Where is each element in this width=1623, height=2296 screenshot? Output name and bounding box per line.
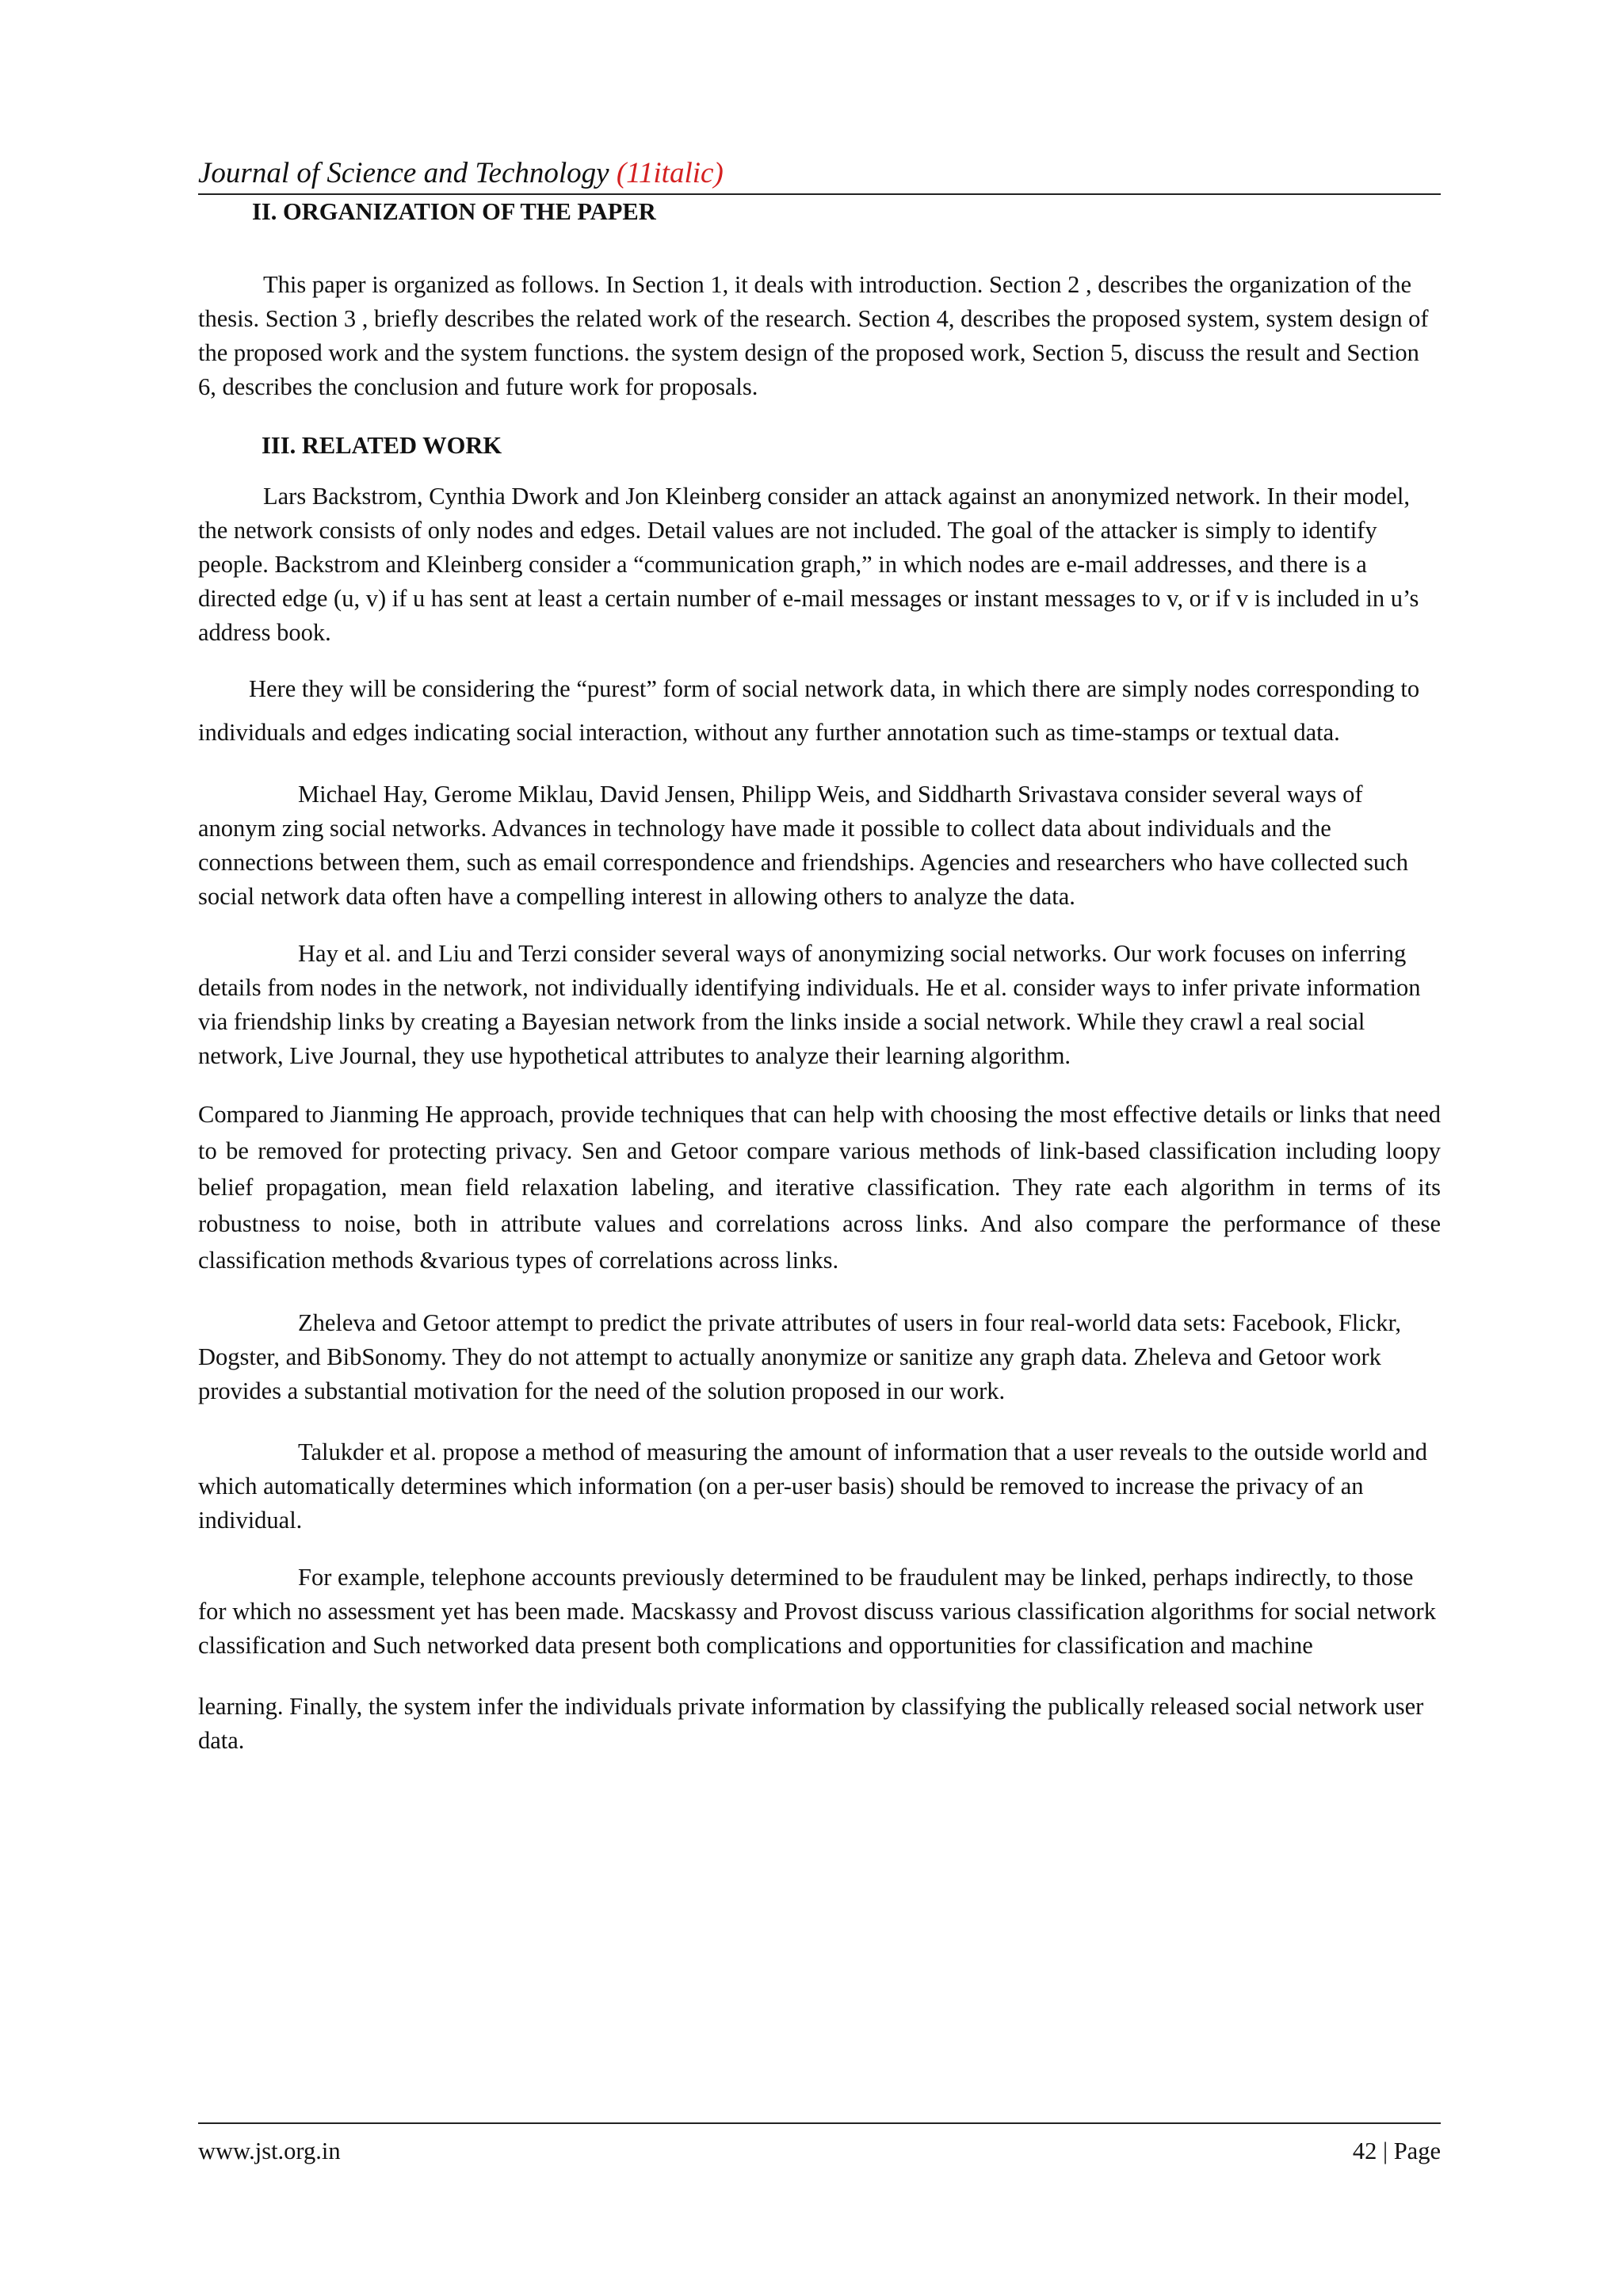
- running-header: [198, 155, 1441, 195]
- section-heading-related-work: III. RELATED WORK: [262, 432, 502, 459]
- paragraph-related-work-1: Lars Backstrom, Cynthia Dwork and Jon Kleinberg consider an attack against an anonymized network. In their model, the network consists of only nodes and edges. Detail values are not included. The goal of the attacker is simply to identify people. Backstrom and Kleinberg consider a “communication graph,” in which nodes are e-mail addresses, and there is a directed edge (u, v) if u has sent at least a certain number of e-mail messages or instant messages to v, or if v is included in u’s address book.: [198, 483, 1419, 646]
- page-number: 42 | Page: [1352, 2137, 1441, 2164]
- font-size-note: (11italic): [616, 157, 724, 189]
- page-body: [198, 195, 1441, 1758]
- paragraph-related-work-3: Michael Hay, Gerome Miklau, David Jensen, Philipp Weis, and Siddharth Srivastava consider several ways of anonym zing social networks. Advances in technology have made it possible to collect data about individuals and the connections between them, such as email correspondence and friendships. Agencies and researchers who have collected such social network data often have a compelling interest in allowing others to analyze the data.: [198, 781, 1408, 910]
- paragraph-related-work-2: Here they will be considering the “purest” form of social network data, in which there are simply nodes corresponding to individuals and edges indicating social interaction, without any further annotation such as time-stamps or textual data.: [198, 675, 1420, 746]
- journal-title: Journal of Science and Technology: [198, 157, 617, 189]
- paragraph-related-work-8: For example, telephone accounts previously determined to be fraudulent may be linked, perhaps indirectly, to those for which no assessment yet has been made. Macskassy and Provost discuss various classification algorithms for social network classification and Such networked data present both complications and opportunities for classification and machine: [198, 1564, 1436, 1659]
- paragraph-related-work-7: Talukder et al. propose a method of measuring the amount of information that a user reveals to the outside world and which automatically determines which information (on a per-user basis) should be removed to increase the privacy of an individual.: [198, 1438, 1428, 1534]
- paragraph-organization: This paper is organized as follows. In Section 1, it deals with introduction. Section 2 , describes the organization of the thesis. Section 3 , briefly describes the related work of the research. Section 4, describes the proposed system, system design of the proposed work and the system functions. the system design of the proposed work, Section 5, discuss the result and Section 6, describes the conclusion and future work for proposals.: [198, 271, 1429, 400]
- section-heading-organization: II. ORGANIZATION OF THE PAPER: [252, 198, 656, 225]
- paragraph-related-work-4: Hay et al. and Liu and Terzi consider several ways of anonymizing social networks. Our work focuses on inferring details from nodes in the network, not individually identifying individuals. He et al. consider ways to infer private information via friendship links by creating a Bayesian network from the links inside a social network. While they crawl a real social network, Live Journal, they use hypothetical attributes to analyze their learning algorithm.: [198, 940, 1421, 1069]
- paragraph-related-work-9: learning. Finally, the system infer the individuals private information by classifying the publically released social network user data.: [198, 1693, 1424, 1754]
- page-footer: [198, 2122, 1441, 2167]
- paragraph-related-work-5: Compared to Jianming He approach, provide techniques that can help with choosing the most effective details or links that need to be removed for protecting privacy. Sen and Getoor compare various methods of link-based classification including loopy belief propagation, mean field relaxation labeling, and iterative classification. They rate each algorithm in terms of its robustness to noise, both in attribute values and correlations across links. And also compare the performance of these classification methods &various types of correlations across links.: [198, 1101, 1441, 1274]
- paragraph-related-work-6: Zheleva and Getoor attempt to predict the private attributes of users in four real-world data sets: Facebook, Flickr, Dogster, and BibSonomy. They do not attempt to actually anonymize or sanitize any graph data. Zheleva and Getoor work provides a substantial motivation for the need of the solution proposed in our work.: [198, 1309, 1402, 1404]
- website-link[interactable]: www.jst.org.in: [198, 2137, 341, 2164]
